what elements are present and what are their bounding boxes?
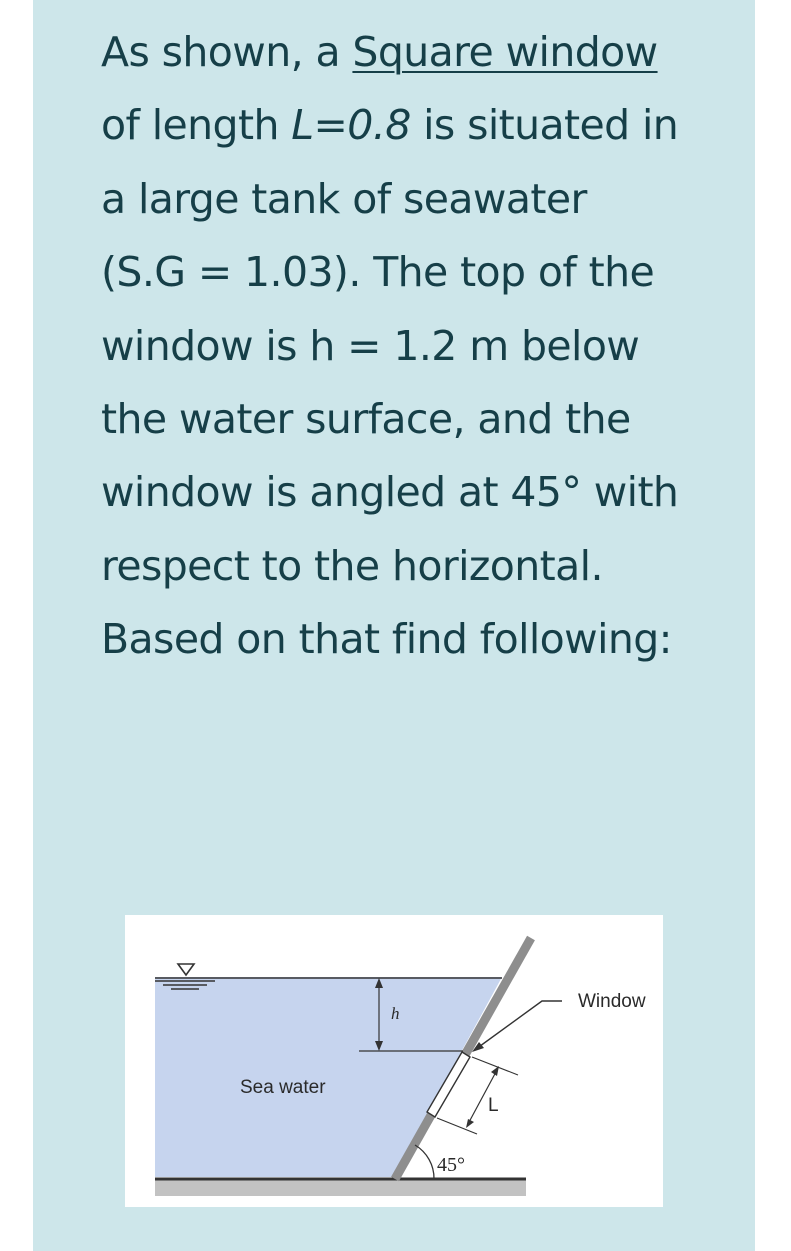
- length-variable: L: [291, 101, 314, 150]
- window-label: Window: [578, 991, 646, 1012]
- question-part-1: As shown, a: [101, 28, 353, 76]
- tank-diagram: [125, 915, 663, 1207]
- ground-base: [155, 1179, 526, 1196]
- length-value: =0.8: [313, 101, 411, 150]
- question-part-2: of length: [101, 101, 292, 150]
- question-text: [101, 16, 681, 677]
- angle-arc: [415, 1145, 434, 1179]
- L-label: L: [488, 1095, 499, 1116]
- angle-label: 45°: [437, 1154, 465, 1176]
- question-part-3: is situated in a large tank of seawater (S.G = 1.03). The top of the window is h = 1.2 m below the water surface, and the window is angled at 45° with respect to the horizontal. Based on that find following:: [101, 101, 679, 664]
- free-surface-icon: [155, 964, 215, 989]
- square-window-link[interactable]: Square window: [352, 28, 658, 76]
- sea-water-label: Sea water: [240, 1077, 326, 1098]
- h-label: h: [391, 1004, 400, 1023]
